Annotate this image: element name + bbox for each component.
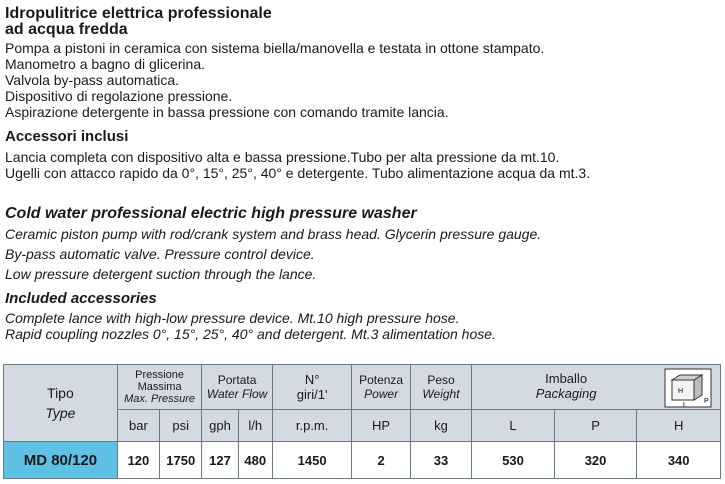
header-tipo-en: Type <box>45 405 76 421</box>
accessory-it-1: Lancia completa con dispositivo alta e bassa pressione.Tubo per alta pressione da mt.10. <box>5 149 560 165</box>
table-row <box>4 442 721 479</box>
header-weight <box>410 365 471 410</box>
unit-lh: l/h <box>238 410 272 442</box>
table-header-row <box>4 365 721 410</box>
header-rpm-2: giri/1' <box>296 387 328 402</box>
title-it-line2: ad acqua fredda <box>5 21 128 38</box>
value-rpm: 1450 <box>272 442 352 479</box>
unit-l: L <box>472 410 555 442</box>
value-l: 530 <box>472 442 555 479</box>
unit-kg: kg <box>410 410 471 442</box>
header-flow-it: Portata <box>217 373 257 387</box>
title-it-line1: Idropulitrice elettrica professionale <box>5 5 272 22</box>
unit-p: P <box>554 410 637 442</box>
feature-en-3: Low pressure detergent suction through the lance. <box>5 266 317 282</box>
value-bar: 120 <box>117 442 159 479</box>
value-p: 320 <box>554 442 637 479</box>
header-packaging-en: Packaging <box>535 386 597 401</box>
unit-bar: bar <box>117 410 159 442</box>
value-kg: 33 <box>410 442 471 479</box>
header-pressure <box>117 365 202 410</box>
accessory-it-2: Ugelli con attacco rapido da 0°, 15°, 25°, 40° e detergente. Tubo alimentazione acqua da mt.3. <box>5 165 591 181</box>
box-label-h: H <box>678 388 684 395</box>
box-label-l: L <box>683 402 687 408</box>
unit-rpm: r.p.m. <box>272 410 352 442</box>
header-power-en: Power <box>364 387 399 401</box>
header-weight-en: Weight <box>422 387 460 401</box>
value-psi: 1750 <box>160 442 202 479</box>
header-power <box>352 365 410 410</box>
feature-en-2: By-pass automatic valve. Pressure control device. <box>5 246 315 262</box>
feature-en-1: Ceramic piston pump with rod/crank system and brass head. Glycerin pressure gauge. <box>5 226 542 242</box>
accessory-en-2: Rapid coupling nozzles 0°, 15°, 25°, 40° and detergent. Mt.3 alimentation hose. <box>5 326 496 342</box>
value-gph: 127 <box>202 442 238 479</box>
accessories-it-title: Accessori inclusi <box>5 128 129 145</box>
model-name: MD 80/120 <box>4 442 118 479</box>
header-pressure-it-1: Pressione <box>135 369 185 381</box>
header-rpm <box>272 365 352 410</box>
feature-it-2: Manometro a bagno di glicerina. <box>5 56 206 72</box>
unit-gph: gph <box>202 410 238 442</box>
header-tipo <box>4 365 118 442</box>
feature-it-1: Pompa a pistoni in ceramica con sistema biella/manovella e testata in ottone stampato. <box>5 40 545 56</box>
title-en: Cold water professional electric high pressure washer <box>5 205 417 222</box>
unit-h: H <box>637 410 721 442</box>
header-flow <box>202 365 272 410</box>
header-flow-en: Water Flow <box>206 387 268 401</box>
unit-psi: psi <box>160 410 202 442</box>
box-label-p: P <box>704 398 709 405</box>
spec-table <box>3 364 721 479</box>
header-pressure-it-2: Massima <box>137 381 182 393</box>
accessory-en-1: Complete lance with high-low pressure device. Mt.10 high pressure hose. <box>5 310 460 326</box>
feature-it-5: Aspirazione detergente in bassa pressione con comando tramite lancia. <box>5 104 449 120</box>
header-packaging <box>472 365 721 410</box>
value-hp: 2 <box>352 442 410 479</box>
box-dimensions-icon <box>664 368 712 408</box>
header-packaging-it: Imballo <box>545 371 588 386</box>
feature-it-3: Valvola by-pass automatica. <box>5 72 180 88</box>
unit-hp: HP <box>352 410 410 442</box>
value-h: 340 <box>637 442 721 479</box>
header-tipo-it: Tipo <box>47 385 74 401</box>
header-pressure-en: Max. Pressure <box>124 393 196 405</box>
value-lh: 480 <box>238 442 272 479</box>
header-power-it: Potenza <box>359 373 404 387</box>
header-rpm-1: N° <box>304 372 320 387</box>
accessories-en-title: Included accessories <box>5 290 157 307</box>
header-weight-it: Peso <box>427 373 455 387</box>
feature-it-4: Dispositivo di regolazione pressione. <box>5 88 233 104</box>
